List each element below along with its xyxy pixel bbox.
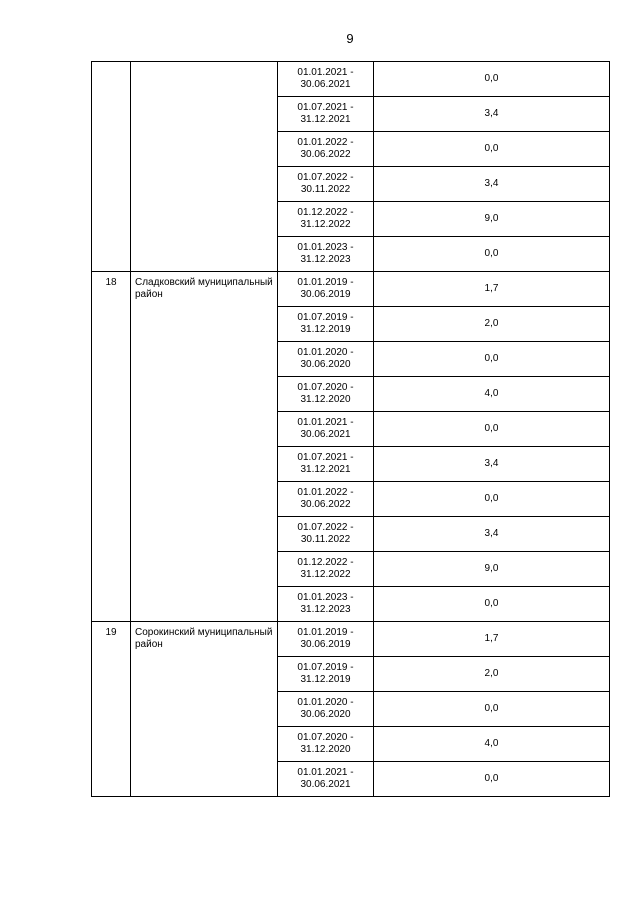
period-cell bbox=[278, 412, 374, 447]
period-line: 01.07.2020 - bbox=[297, 732, 354, 743]
value-cell: 3,4 bbox=[374, 447, 610, 482]
period-cell bbox=[278, 97, 374, 132]
value-cell: 4,0 bbox=[374, 377, 610, 412]
value-cell: 1,7 bbox=[374, 272, 610, 307]
period-line: 31.12.2023 bbox=[300, 254, 351, 265]
value-cell: 4,0 bbox=[374, 727, 610, 762]
period-cell bbox=[278, 202, 374, 237]
value-cell: 0,0 bbox=[374, 412, 610, 447]
period-line: 31.12.2022 bbox=[300, 219, 351, 230]
table-row bbox=[92, 62, 610, 97]
table-row bbox=[92, 272, 610, 307]
value-cell: 2,0 bbox=[374, 657, 610, 692]
period-line: 30.06.2020 bbox=[300, 709, 351, 720]
period-line: 30.06.2021 bbox=[300, 779, 351, 790]
value-cell: 0,0 bbox=[374, 132, 610, 167]
period-line: 30.06.2022 bbox=[300, 149, 351, 160]
tariff-table bbox=[91, 61, 610, 797]
period-cell bbox=[278, 552, 374, 587]
period-line: 01.07.2022 - bbox=[297, 172, 354, 183]
period-line: 01.01.2020 - bbox=[297, 347, 354, 358]
value-cell: 3,4 bbox=[374, 517, 610, 552]
period-cell bbox=[278, 692, 374, 727]
table-row bbox=[92, 622, 610, 657]
period-line: 01.12.2022 - bbox=[297, 557, 354, 568]
row-number: 19 bbox=[92, 622, 131, 797]
municipality-name: Сорокинский муниципальный район bbox=[131, 622, 278, 797]
period-line: 01.01.2021 - bbox=[297, 417, 354, 428]
value-cell: 0,0 bbox=[374, 692, 610, 727]
period-line: 30.06.2022 bbox=[300, 499, 351, 510]
period-line: 01.07.2019 - bbox=[297, 312, 354, 323]
row-number bbox=[92, 62, 131, 272]
period-line: 01.07.2020 - bbox=[297, 382, 354, 393]
period-line: 01.01.2019 - bbox=[297, 277, 354, 288]
period-cell bbox=[278, 307, 374, 342]
period-line: 01.01.2019 - bbox=[297, 627, 354, 638]
period-line: 31.12.2020 bbox=[300, 394, 351, 405]
municipality-name: Сладковский муниципальный район bbox=[131, 272, 278, 622]
period-line: 01.01.2023 - bbox=[297, 242, 354, 253]
period-cell bbox=[278, 587, 374, 622]
value-cell: 3,4 bbox=[374, 167, 610, 202]
period-cell bbox=[278, 482, 374, 517]
value-cell: 9,0 bbox=[374, 552, 610, 587]
municipality-name bbox=[131, 62, 278, 272]
period-line: 30.11.2022 bbox=[300, 534, 351, 545]
value-cell: 0,0 bbox=[374, 62, 610, 97]
period-line: 30.11.2022 bbox=[300, 184, 351, 195]
period-line: 01.07.2019 - bbox=[297, 662, 354, 673]
value-cell: 0,0 bbox=[374, 342, 610, 377]
value-cell: 2,0 bbox=[374, 307, 610, 342]
value-cell: 0,0 bbox=[374, 762, 610, 797]
period-cell bbox=[278, 762, 374, 797]
period-line: 01.01.2023 - bbox=[297, 592, 354, 603]
period-line: 30.06.2020 bbox=[300, 359, 351, 370]
period-cell bbox=[278, 727, 374, 762]
page-number: 9 bbox=[346, 31, 354, 46]
period-cell bbox=[278, 272, 374, 307]
table-body bbox=[92, 62, 610, 797]
period-line: 01.07.2021 - bbox=[297, 452, 354, 463]
period-cell bbox=[278, 377, 374, 412]
period-line: 31.12.2022 bbox=[300, 569, 351, 580]
value-cell: 0,0 bbox=[374, 237, 610, 272]
value-cell: 0,0 bbox=[374, 587, 610, 622]
period-line: 31.12.2023 bbox=[300, 604, 351, 615]
period-cell bbox=[278, 657, 374, 692]
period-line: 01.12.2022 - bbox=[297, 207, 354, 218]
period-line: 31.12.2019 bbox=[300, 324, 351, 335]
row-number: 18 bbox=[92, 272, 131, 622]
period-line: 30.06.2019 bbox=[300, 639, 351, 650]
period-line: 30.06.2021 bbox=[300, 429, 351, 440]
value-cell: 1,7 bbox=[374, 622, 610, 657]
period-cell bbox=[278, 342, 374, 377]
period-line: 31.12.2021 bbox=[300, 464, 351, 475]
value-cell: 9,0 bbox=[374, 202, 610, 237]
period-line: 01.01.2020 - bbox=[297, 697, 354, 708]
period-line: 01.01.2022 - bbox=[297, 137, 354, 148]
period-line: 31.12.2019 bbox=[300, 674, 351, 685]
period-line: 01.01.2021 - bbox=[297, 767, 354, 778]
period-line: 30.06.2019 bbox=[300, 289, 351, 300]
period-cell bbox=[278, 447, 374, 482]
period-cell bbox=[278, 517, 374, 552]
period-line: 01.07.2022 - bbox=[297, 522, 354, 533]
value-cell: 0,0 bbox=[374, 482, 610, 517]
period-line: 30.06.2021 bbox=[300, 79, 351, 90]
period-line: 31.12.2020 bbox=[300, 744, 351, 755]
value-cell: 3,4 bbox=[374, 97, 610, 132]
period-cell bbox=[278, 167, 374, 202]
period-cell bbox=[278, 62, 374, 97]
period-line: 01.07.2021 - bbox=[297, 102, 354, 113]
period-cell bbox=[278, 132, 374, 167]
period-cell bbox=[278, 237, 374, 272]
period-line: 31.12.2021 bbox=[300, 114, 351, 125]
period-line: 01.01.2021 - bbox=[297, 67, 354, 78]
period-line: 01.01.2022 - bbox=[297, 487, 354, 498]
period-cell bbox=[278, 622, 374, 657]
